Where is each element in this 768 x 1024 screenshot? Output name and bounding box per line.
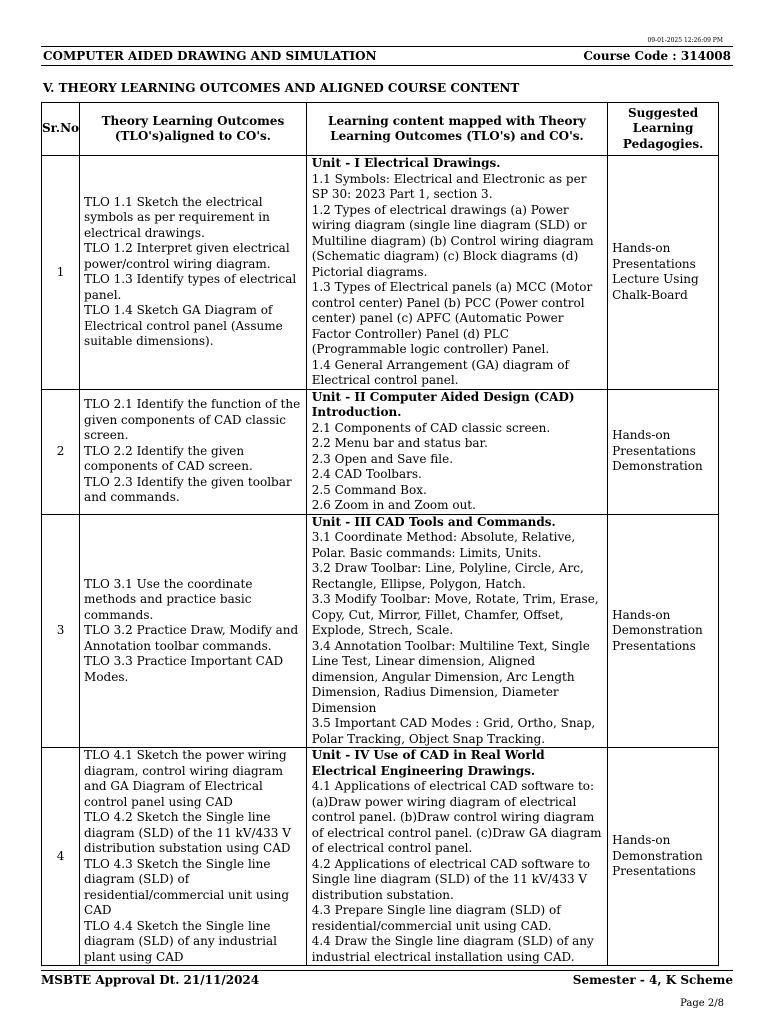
sr-no-cell: 1 bbox=[42, 156, 80, 390]
header-pedagogies: Suggested Learning Pedagogies. bbox=[608, 103, 719, 156]
tlo-item: TLO 3.2 Practice Draw, Modify and Annotation toolbar commands. bbox=[84, 623, 299, 653]
pedagogies-cell bbox=[608, 156, 719, 390]
content-item: 4.4 Draw the Single line diagram (SLD) of any industrial electrical installation using CAD. bbox=[311, 934, 594, 964]
content-item: 4.1 Applications of electrical CAD software to: (a)Draw power wiring diagram of electrical control panel. (b)Draw control wiring diagram of electrical control panel. (c)Draw GA diagram of electrical control panel. bbox=[311, 779, 602, 855]
pedagogy-item: Hands-on bbox=[612, 607, 671, 622]
pedagogy-item: Hands-on bbox=[612, 833, 671, 848]
tlo-item: TLO 2.3 Identify the given toolbar and commands. bbox=[84, 474, 292, 505]
unit-title: Unit - I Electrical Drawings. bbox=[311, 156, 501, 170]
semester-scheme: Semester - 4, K Scheme bbox=[572, 973, 733, 987]
content-item: 2.1 Components of CAD classic screen. bbox=[311, 420, 551, 435]
table-header-row bbox=[42, 103, 719, 156]
pedagogy-item: Demonstration bbox=[612, 459, 703, 474]
content-item: 1.3 Types of Electrical panels (a) MCC (Motor control center) Panel (b) PCC (Power control center) panel (c) APFC (Automatic Power Factor Controller) Panel (d) PLC (Programmable logic controller) Panel. bbox=[311, 280, 593, 356]
content-item: 2.4 CAD Toolbars. bbox=[311, 467, 422, 481]
table-row bbox=[42, 389, 719, 514]
content-item: 2.3 Open and Save file. bbox=[311, 451, 454, 466]
content-item: 2.6 Zoom in and Zoom out. bbox=[311, 498, 476, 512]
unit-title: Unit - III CAD Tools and Commands. bbox=[311, 514, 556, 529]
pedagogy-item: Hands-on bbox=[612, 241, 671, 256]
content-item: 3.2 Draw Toolbar: Line, Polyline, Circle, Arc, Rectangle, Ellipse, Polygon, Hatch. bbox=[311, 561, 584, 591]
content-item: 3.1 Coordinate Method: Absolute, Relative, Polar. Basic commands: Limits, Units. bbox=[311, 530, 576, 560]
pedagogy-item: Lecture Using Chalk-Board bbox=[612, 272, 699, 302]
learning-content-cell bbox=[306, 748, 607, 966]
content-item: 2.2 Menu bar and status bar. bbox=[311, 436, 488, 450]
table-row bbox=[42, 514, 719, 748]
tlo-item: TLO 4.4 Sketch the Single line diagram (SLD) of any industrial plant using CAD bbox=[84, 918, 277, 964]
content-item: 2.5 Command Box. bbox=[311, 482, 427, 497]
pedagogy-item: Demonstration bbox=[612, 848, 703, 863]
page-footer bbox=[41, 970, 733, 989]
tlo-item: TLO 1.2 Interpret given electrical power/control wiring diagram. bbox=[84, 241, 290, 271]
tlo-cell bbox=[80, 514, 307, 748]
print-timestamp: 09-01-2025 12:26:09 PM bbox=[647, 37, 723, 44]
sr-no-cell: 4 bbox=[42, 748, 80, 966]
table-row bbox=[42, 156, 719, 390]
tlo-item: TLO 4.1 Sketch the power wiring diagram, control wiring diagram and GA Diagram of Electrical control panel using CAD bbox=[84, 748, 287, 809]
content-item: 3.5 Important CAD Modes : Grid, Ortho, Snap, Polar Tracking, Object Snap Tracking. bbox=[311, 716, 596, 746]
tlo-item: TLO 3.3 Practice Important CAD Modes. bbox=[84, 654, 284, 684]
tlo-table bbox=[41, 102, 719, 966]
tlo-item: TLO 2.1 Identify the function of the given components of CAD classic screen. bbox=[84, 397, 301, 443]
content-item: 3.4 Annotation Toolbar: Multiline Text, Single Line Test, Linear dimension, Aligned dimension, Angular Dimension, Arc Length Dimension, Radius Dimension, Diameter Dimension bbox=[311, 638, 590, 715]
tlo-item: TLO 1.3 Identify types of electrical panel. bbox=[84, 272, 297, 302]
tlo-cell bbox=[80, 748, 307, 966]
pedagogy-item: Hands-on bbox=[612, 428, 671, 443]
content-item: 1.2 Types of electrical drawings (a) Power wiring diagram (single line diagram (SLD) or Multiline diagram) (b) Control wiring diagram (Schematic diagram) (c) Block diagrams (d) Pictorial diagrams. bbox=[311, 202, 594, 279]
tlo-cell bbox=[80, 156, 307, 390]
tlo-item: TLO 4.3 Sketch the Single line diagram (SLD) of residential/commercial unit using CAD bbox=[84, 856, 290, 917]
pedagogy-item: Presentations bbox=[612, 256, 696, 271]
content-item: 4.3 Prepare Single line diagram (SLD) of residential/commercial unit using CAD. bbox=[311, 903, 561, 933]
tlo-cell bbox=[80, 389, 307, 514]
learning-content-cell bbox=[306, 514, 607, 748]
pedagogy-item: Presentations bbox=[612, 638, 696, 653]
pedagogies-cell bbox=[608, 514, 719, 748]
header-learning-content: Learning content mapped with Theory Learning Outcomes (TLO's) and CO's. bbox=[306, 103, 607, 156]
tlo-item: TLO 2.2 Identify the given components of CAD screen. bbox=[84, 443, 253, 474]
tlo-item: TLO 1.4 Sketch GA Diagram of Electrical control panel (Assume suitable dimensions). bbox=[84, 303, 283, 349]
content-item: 1.4 General Arrangement (GA) diagram of Electrical control panel. bbox=[311, 357, 569, 387]
pedagogy-item: Presentations bbox=[612, 443, 696, 458]
pedagogy-item: Presentations bbox=[612, 864, 696, 879]
header-tlo: Theory Learning Outcomes (TLO's)aligned to CO's. bbox=[80, 103, 307, 156]
tlo-item: TLO 3.1 Use the coordinate methods and practice basic commands. bbox=[84, 576, 253, 622]
pedagogies-cell bbox=[608, 389, 719, 514]
tlo-item: TLO 1.1 Sketch the electrical symbols as per requirement in electrical drawings. bbox=[84, 194, 270, 240]
learning-content-cell bbox=[306, 389, 607, 514]
sr-no-cell: 2 bbox=[42, 389, 80, 514]
section-title: V. THEORY LEARNING OUTCOMES AND ALIGNED COURSE CONTENT bbox=[43, 81, 520, 95]
table-row bbox=[42, 748, 719, 966]
course-title: COMPUTER AIDED DRAWING AND SIMULATION bbox=[43, 49, 377, 63]
sr-no-cell: 3 bbox=[42, 514, 80, 748]
content-item: 1.1 Symbols: Electrical and Electronic as per SP 30: 2023 Part 1, section 3. bbox=[311, 171, 587, 201]
unit-title: Unit - II Computer Aided Design (CAD) Introduction. bbox=[311, 389, 575, 419]
page-number: Page 2/8 bbox=[680, 998, 724, 1009]
content-item: 3.3 Modify Toolbar: Move, Rotate, Trim, Erase, Copy, Cut, Mirror, Fillet, Chamfer, Offset, Explode, Strech, Scale. bbox=[311, 592, 599, 637]
approval-date: MSBTE Approval Dt. 21/11/2024 bbox=[41, 973, 260, 987]
page-header bbox=[41, 46, 733, 66]
unit-title: Unit - IV Use of CAD in Real World Electrical Engineering Drawings. bbox=[311, 748, 545, 778]
course-code: Course Code : 314008 bbox=[583, 49, 731, 63]
pedagogies-cell bbox=[608, 748, 719, 966]
learning-content-cell bbox=[306, 156, 607, 390]
header-sr-no: Sr.No bbox=[42, 103, 80, 156]
tlo-item: TLO 4.2 Sketch the Single line diagram (SLD) of the 11 kV/433 V distribution substation using CAD bbox=[84, 810, 291, 855]
content-item: 4.2 Applications of electrical CAD software to Single line diagram (SLD) of the 11 kV/433 V distribution substation. bbox=[311, 856, 591, 902]
pedagogy-item: Demonstration bbox=[612, 623, 703, 637]
